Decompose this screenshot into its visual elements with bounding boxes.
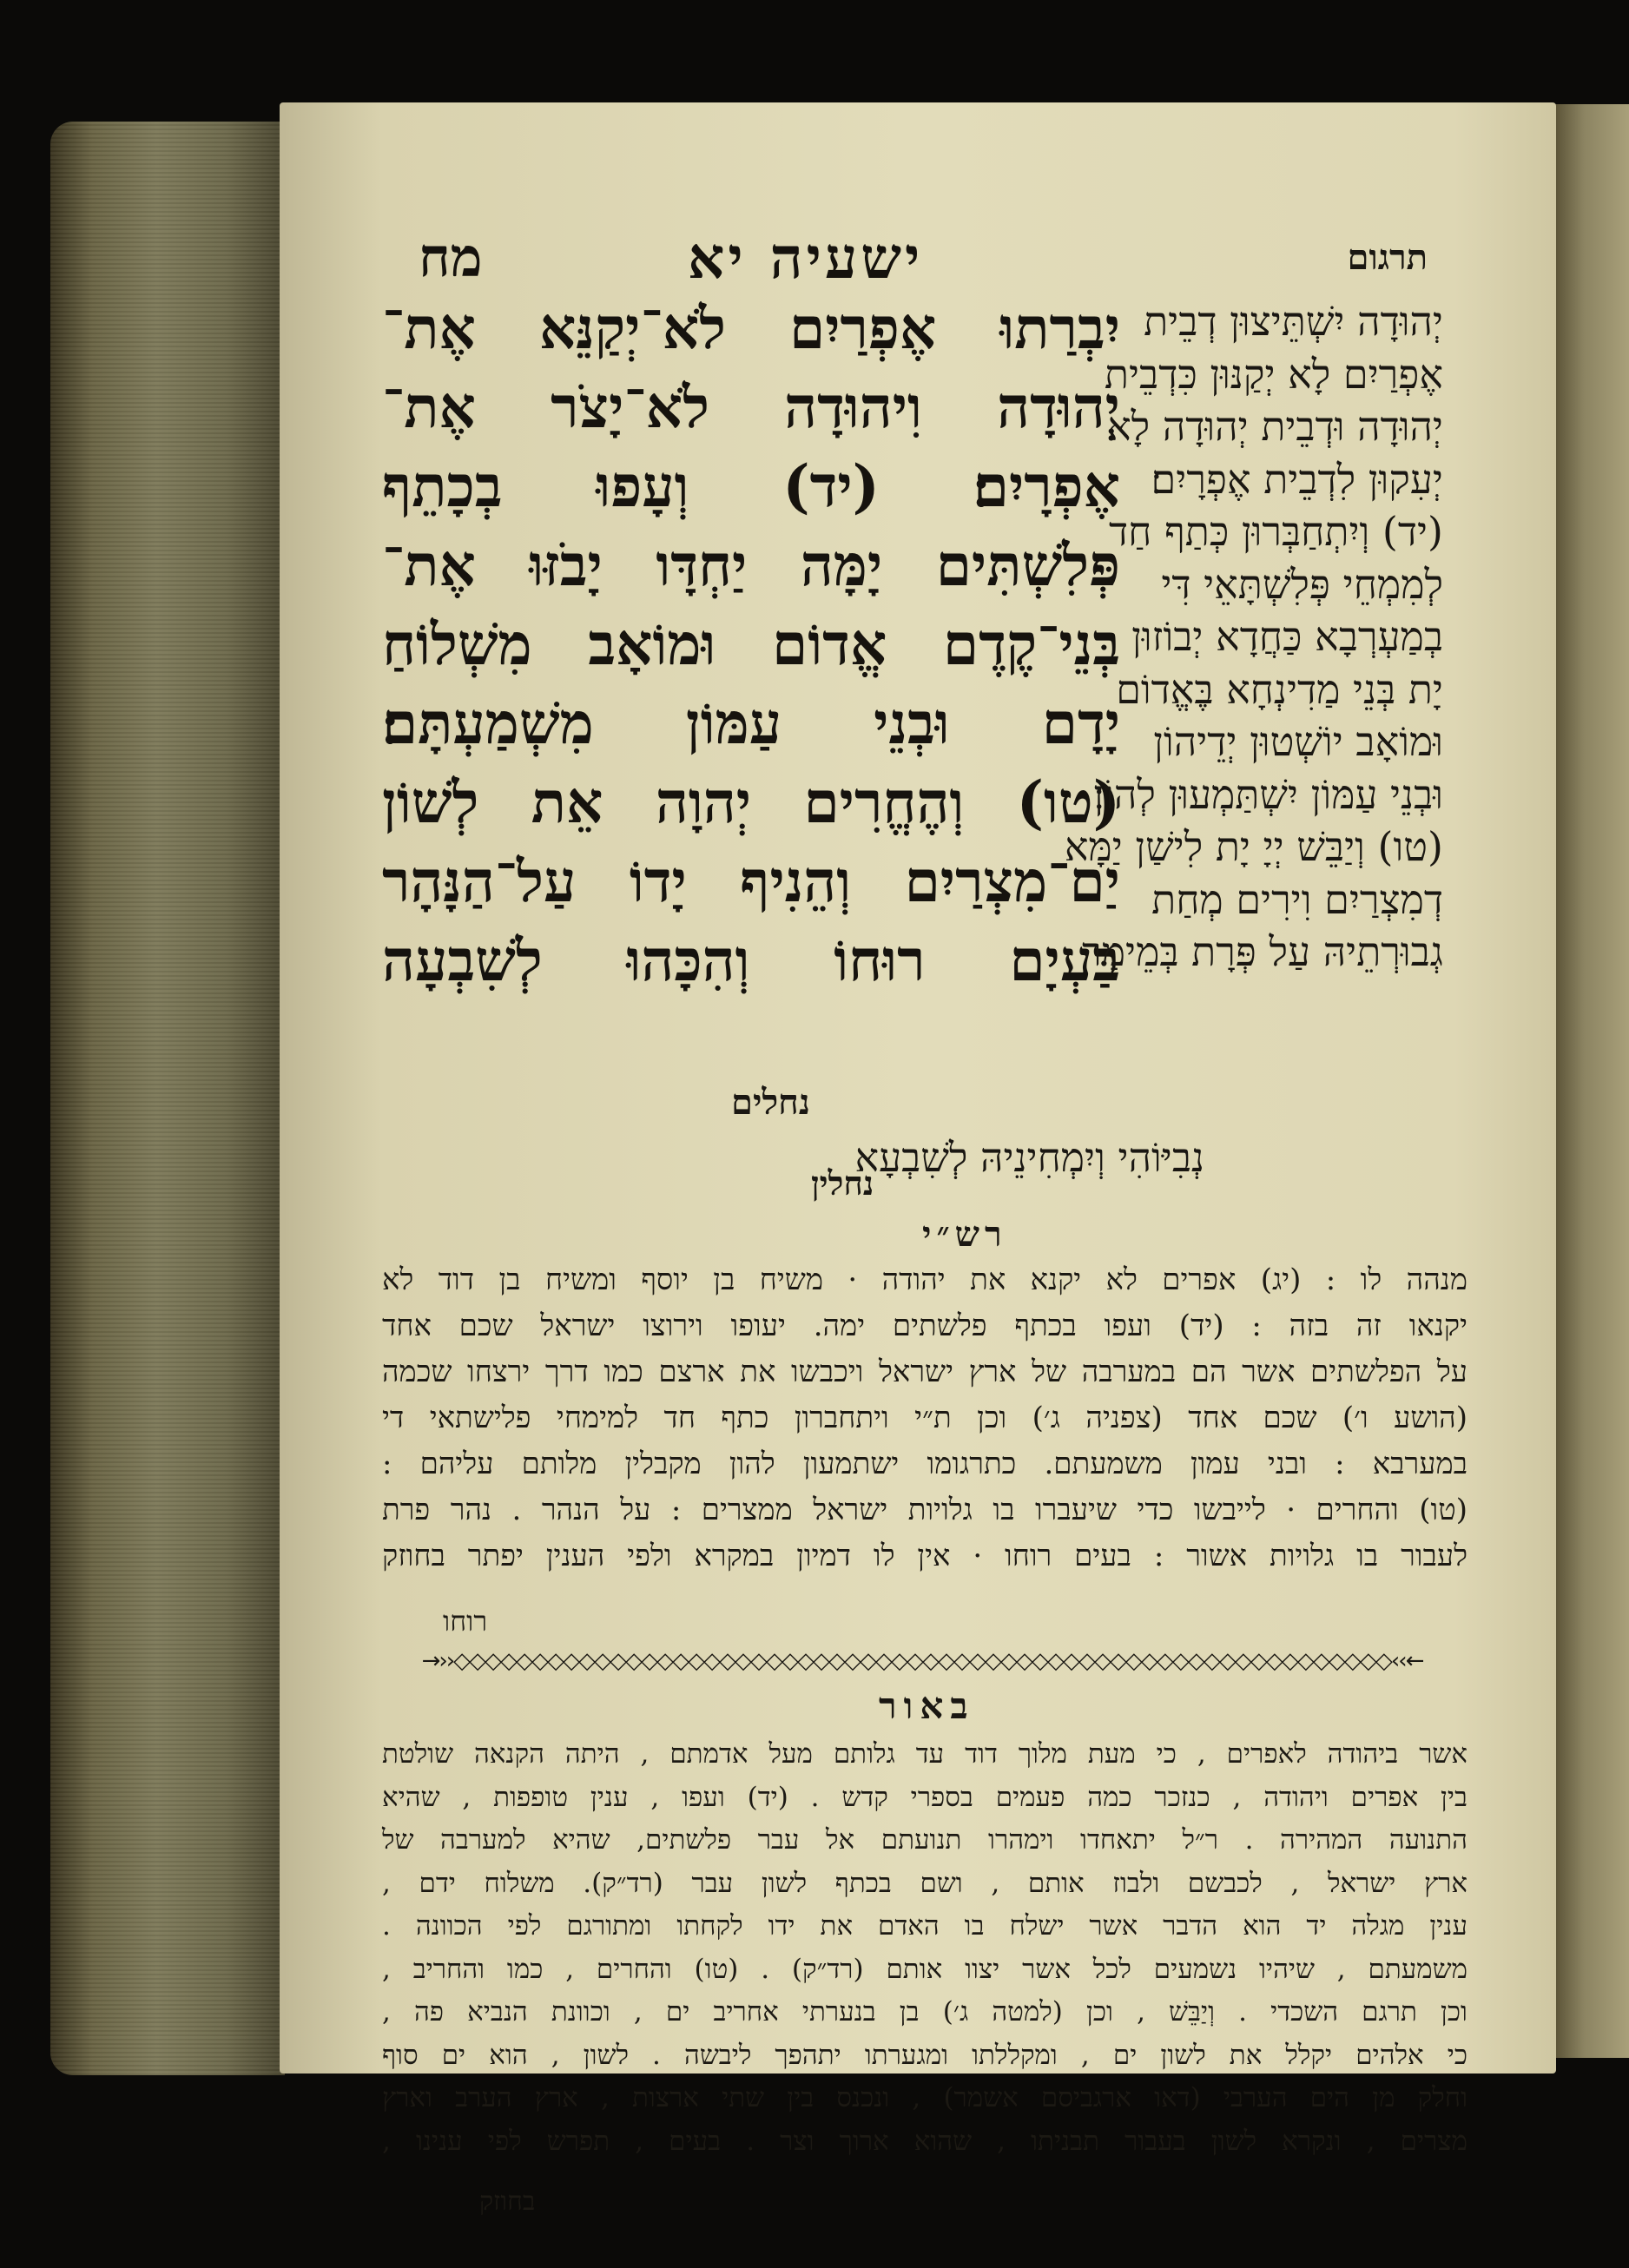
rashi-heading: רש״י — [922, 1214, 1007, 1255]
targum-kethiv-note: נחלין — [811, 1164, 874, 1203]
biur-line: כי אלהים יקלל את לשון ים , ומקללתו ומגערתו יתהפך ליבשה . לשון , הוא ים סוף — [382, 2039, 1467, 2071]
book-page — [280, 102, 1556, 2217]
hebrew-line: יִבְרַתוּ אֶפְרַיִם לֹא־יְקַנֵּא אֶת־ — [382, 294, 1120, 362]
hebrew-line: יַם־מִצְרַיִם וְהֵנִיף יָדוֹ עַל־הַנָּהָר — [382, 847, 1120, 915]
targum-line: גְבוּרְתֵיהּ עַל פְּרָת בְּמֵימַר — [1082, 928, 1443, 975]
targum-line: יְהוּדָה יִשְׁתֵּיצוּן דְבֵית — [1144, 298, 1443, 345]
hebrew-kethiv-note: נחלים — [731, 1082, 810, 1123]
targum-aramaic-text — [1044, 295, 1443, 979]
biur-line: משמעתם , שיהיו נשמעים לכל אשר יצוו אותם (רד״ק) . (טו) והחרים , כמו והחריב , — [382, 1953, 1467, 1985]
book-chapter-title: ישעיה יא — [688, 224, 924, 292]
facing-page-edge — [1554, 104, 1629, 2058]
rashi-line: יקנאו זה בזה : (יד) ועפו בכתף פלשתים ימה. יעופו וירוצו ישראל שכם אחד — [382, 1309, 1467, 1343]
hebrew-line: פְּלִשְׁתִּים יָמָּה יַחְדָּו יָבֹזּוּ אֶת־ — [382, 531, 1120, 599]
book-fore-edge — [50, 122, 285, 2075]
biur-heading: באור — [879, 1685, 975, 1727]
rashi-line: (טו) והחרים · לייבשו כדי שיעברו בו גלויות ישראל ממצרים : על הנהר . נהר פרת — [382, 1493, 1467, 1527]
targum-line: יְעִקוּן לִדְבֵית אֶפְרָיִם׃ — [1151, 455, 1443, 503]
ornamental-divider: →››◇◇◇◇◇◇◇◇◇◇◇◇◇◇◇◇◇◇◇◇◇◇◇◇◇◇◇◇◇◇◇◇◇◇◇◇◇◇◇◇◇◇◇◇◇◇◇◇◇◇◇◇◇◇◇◇◇◇◇◇‹‹← — [421, 1648, 1423, 1672]
targum-line: וּמוֹאָב יוֹשְׁטוּן יְדֵיהוֹן — [1153, 718, 1443, 765]
biur-commentary — [382, 1733, 1467, 2163]
targum-line: וּבְנֵי עַמּוֹן יִשְׁתַּמְעוּן לְהוֹן׃ — [1093, 770, 1443, 818]
targum-line: (יד) וְיִתְחַבְּרוּן כְּתַף חַד — [1108, 508, 1443, 555]
hebrew-line: בְּנֵי־קֶדֶם אֱדוֹם וּמוֹאָב מִשְׁלוֹחַ — [382, 610, 1120, 678]
hebrew-line: אֶפְרָיִם׃ (יד) וְעָפוּ בְכָתֵף — [382, 452, 1120, 520]
biur-line: וכן תרגם השכדי . וְיַבֵּשׁ , וכן (למטה ג׳) בן בנערתי אחריב ים , וכוונת הנביא פה , — [382, 1996, 1467, 2027]
targum-line: אֶפְרַיִם לָא יְקַנּוּן כִּדְבֵית — [1104, 350, 1443, 398]
targum-line: בְמַעְרְבָא כַּחֲדָא יְבוֹזוּן — [1131, 613, 1443, 660]
hebrew-bible-text — [382, 289, 1120, 1000]
biur-line: ענין מגלה יד הוא הדבר אשר ישלח בו האדם את ידו לקחתו ומתורגם לפי הכוונה . — [382, 1910, 1467, 1942]
rashi-line: (הושע ו׳) שכם אחד (צפניה ג׳) וכן ת״י ויתחברון כתף חד למימחי פלישתאי די — [382, 1401, 1467, 1435]
biur-catchword: בחוזק — [479, 2186, 536, 2217]
biur-line: מצרים , ונקרא לשון בעבור תבניתו , שהוא ארוך וצר . בעים , תפרש לפי ענינו , — [382, 2125, 1467, 2157]
rashi-commentary — [382, 1257, 1467, 1579]
targum-line: לְמִמְחֵי פְּלִשְׁתָּאֵי דִּי — [1161, 560, 1443, 608]
rashi-line: במערבא : ובני עמון משמעתם. כתרגומו ישתמעון להון מקבלין מלותם עליהם : — [382, 1447, 1467, 1481]
hebrew-line: יָדָם וּבְנֵי עַמּוֹן מִשְׁמַעְתָּם׃ — [382, 689, 1120, 757]
targum-last-line: נְבִיּוֹהִי וְיִמְחִינֵיהּ לְשִׁבְעָא — [854, 1134, 1204, 1181]
biur-line: ארץ ישראל , לכבשם ולבוז אותם , ושם בכתף לשון עבר (רד״ק). משלוח ידם , — [382, 1867, 1467, 1899]
rashi-line: מנהה לו : (יג) אפרים לא יקנא את יהודה · משיח בן יוסף ומשיח בן דוד לא — [382, 1263, 1467, 1297]
biur-line: בין אפרים ויהודה , כנזכר כמה פעמים בספרי קדש . (יד) ועפו , ענין טופפות , שהיא — [382, 1781, 1467, 1813]
rashi-catchword: רוחו — [443, 1605, 488, 1638]
targum-line: יָת בְּנֵי מַדִינְחָא בֶּאֱדוֹם — [1116, 665, 1443, 713]
hebrew-line: (טו) וְהֶחֱרִים יְהוָה אֵת לְשׁוֹן — [382, 768, 1120, 836]
targum-line: יְהוּדָה וּדְבֵית יְהוּדָה לָא — [1107, 403, 1443, 450]
targum-header-label: תרגום — [1347, 237, 1428, 278]
targum-line: דְמִצְרַיִם וִירִים מְחַת — [1151, 875, 1443, 923]
biur-line: וחלק מן הים הערבי (דאו ארגביסם אשמר) , ונכנס בין שתי ארצות , ארץ הערב וארץ — [382, 2082, 1467, 2113]
page-number: מח — [419, 226, 483, 289]
rashi-line: לעבור בו גלויות אשור : בעים רוחו · אין לו דמיון במקרא ולפי הענין יפתר בחוזק — [382, 1539, 1467, 1573]
biur-line: התנועה המהירה . ר״ל יתאחדו וימהרו תנועתם אל עבר פלשתים, שהיא למערבה של — [382, 1824, 1467, 1856]
rashi-line: על הפלשתים אשר הם במערבה של ארץ ישראל ויכבשו את ארצם כמו דרך ירצחו שכמה — [382, 1355, 1467, 1389]
targum-line: (טו) וְיַבֵּשׁ יְיָ יָת לִישַׁן יַמָּא — [1064, 823, 1443, 870]
hebrew-line: בַּעְיָם רוּחוֹ וְהִכָּהוּ לְשִׁבְעָה — [382, 926, 1120, 994]
biur-line: אשר ביהודה לאפרים , כי מעת מלוך דוד עד גלותם מעל אדמתם , היתה הקנאה שולטת — [382, 1738, 1467, 1770]
hebrew-line: יְהוּדָה וִיהוּדָה לֹא־יָצֹר אֶת־ — [382, 373, 1120, 441]
